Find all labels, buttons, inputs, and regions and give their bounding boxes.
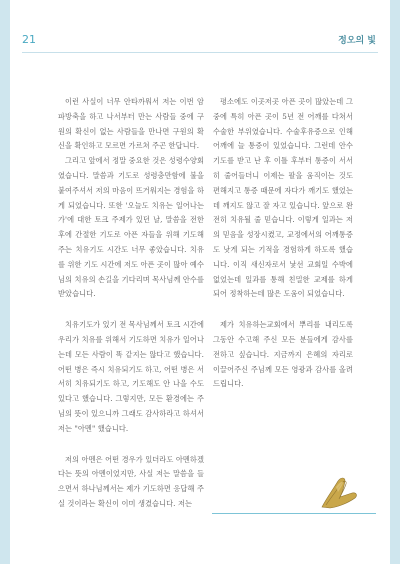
section-title: 정오의 빛 xyxy=(338,36,376,46)
left-margin-bar xyxy=(0,0,10,564)
bottom-divider xyxy=(212,513,376,514)
header-divider xyxy=(22,52,378,53)
praying-hands-icon xyxy=(312,473,362,509)
paragraph: 평소에도 이곳저곳 아픈 곳이 많았는데 그 중에 특히 아픈 곳이 5년 전 어깨를 다쳐서 수술한 부위였습니다. 수술후유증으로 인해 어깨에 늘 통증이 있었습니다. 그런데 안수기도를 받고 난 후 이틀 후부터 통증이 서서히 줄어들더니 이제는 팔을 움직이는 것도 편해지고 통증 때문에 자다가 깨기도 했었는데 깨지도 않고 잘 자고 있습니다. 앞으로 완전히 치유될 줄 믿습니다. 이렇게 일과는 저의 믿음을 성장시켰고, 교정에서의 어깨통증도 낫게 되는 기적을 경험하게 하도록 했습니다. 이직 새신자로서 낯선 교회일 수박에 없었는데 일과를 통해 친밀한 교제를 하게 되어 정착하는데 많은 도움이 되었습니다. xyxy=(213,97,353,299)
right-margin-bar xyxy=(390,0,400,564)
paragraph: 치유기도가 있기 전 목사님께서 토크 시간에 우리가 치유를 위해서 기도하면 치유가 일어나는데 모든 사람이 똑 같지는 않다고 했습니다. 어떤 병은 즉시 치유되기도 하고, 어떤 병은 서서히 치유되기도 하고, 기도해도 안 나을 수도 있다고 했습니다. 그렇지만, 모든 환경에는 주님의 뜻이 있으니까 그래도 감사하라고 하셔서 저는 "아멘" 했습니다. xyxy=(58,320,204,433)
page-number: 21 xyxy=(22,33,36,46)
paragraph: 저의 아멘은 어떤 경우가 있더라도 아멘하겠다는 뜻의 아멘이었지만, 사실 저는 말씀을 들으면서 하나님께서는 제가 기도하면 응답해 주실 것이라는 확신이 이미 생겼습니다. 저는 xyxy=(58,454,204,508)
left-text-column xyxy=(58,95,204,528)
paragraph: 이런 사실이 너무 안타까워서 저는 이번 암 파방축을 하고 나서부터 만는 사람들 중에 구원의 확신이 없는 사람들을 만나면 구원의 확신을 확인하고 모르면 가르쳐 주곤 한답니다. xyxy=(58,97,204,151)
right-text-column xyxy=(213,95,353,408)
paragraph: 그리고 앞에서 정말 중요한 것은 성령수양회였습니다. 말씀과 기도로 성령충만함에 불을 붙여주셔서 저의 마음이 뜨거워지는 경험을 하게 되었습니다. 또한 '오늘도 치유는 일어나는가'에 대한 토크 주제가 있던 날, 말씀을 전한 후에 간절한 기도로 아픈 자들을 위해 기도해 주는 치유기도 시간도 너무 좋았습니다. 치유를 위한 기도 시간에 저도 아픈 곳이 많아 예수님의 치유의 손길을 기다리며 목사님께 안수를 받았습니다. xyxy=(58,156,204,299)
paragraph: 제가 치유하는교회에서 뿌리를 내리도록 그동안 수고해 주신 모든 분들에게 감사를 전하고 싶습니다. 지금까지 은혜의 자리로 이끌어주신 주님께 모든 영광과 감사를 올려드립니다. xyxy=(213,320,353,389)
